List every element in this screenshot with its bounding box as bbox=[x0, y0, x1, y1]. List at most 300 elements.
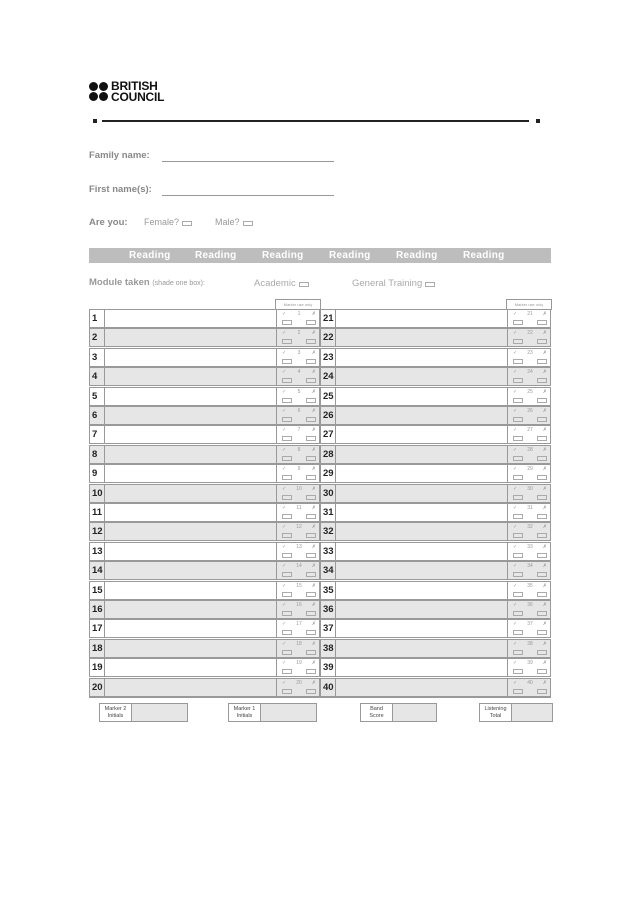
incorrect-box[interactable] bbox=[537, 495, 547, 500]
answer-field[interactable] bbox=[105, 679, 277, 696]
answer-field[interactable] bbox=[105, 601, 277, 618]
question-number: 31 bbox=[321, 504, 336, 521]
answer-field[interactable] bbox=[105, 310, 277, 327]
answer-field[interactable] bbox=[336, 543, 508, 560]
logo-line1: BRITISH bbox=[111, 79, 158, 93]
question-number: 32 bbox=[321, 523, 336, 540]
correct-box[interactable] bbox=[282, 339, 292, 344]
marker-cell bbox=[508, 426, 552, 443]
incorrect-box[interactable] bbox=[537, 359, 547, 364]
incorrect-box[interactable] bbox=[306, 553, 316, 558]
answer-row bbox=[89, 658, 320, 677]
incorrect-box[interactable] bbox=[306, 359, 316, 364]
answer-field[interactable] bbox=[105, 620, 277, 637]
incorrect-box[interactable] bbox=[306, 495, 316, 500]
correct-box[interactable] bbox=[282, 669, 292, 674]
incorrect-box[interactable] bbox=[537, 514, 547, 519]
correct-box[interactable] bbox=[282, 630, 292, 635]
answer-row bbox=[89, 387, 320, 406]
correct-box[interactable] bbox=[513, 514, 523, 519]
answer-field[interactable] bbox=[336, 601, 508, 618]
marker-question-number: 28 bbox=[527, 446, 533, 453]
general-training-option[interactable] bbox=[352, 278, 435, 289]
marker-question-number: 3 bbox=[297, 349, 301, 356]
marker1-initials-label bbox=[228, 703, 261, 722]
tick-symbol: ✓ bbox=[513, 640, 518, 647]
question-number: 13 bbox=[90, 543, 105, 560]
cross-symbol: ✗ bbox=[542, 446, 547, 453]
marker-cell bbox=[508, 407, 552, 424]
female-checkbox[interactable] bbox=[182, 221, 192, 226]
answer-field[interactable] bbox=[105, 388, 277, 405]
banner-word: Reading bbox=[396, 250, 438, 261]
answer-field[interactable] bbox=[336, 446, 508, 463]
marker-question-number: 17 bbox=[296, 621, 302, 628]
correct-box[interactable] bbox=[282, 592, 292, 597]
correct-box[interactable] bbox=[282, 533, 292, 538]
marker-question-number: 32 bbox=[527, 524, 533, 531]
answer-row bbox=[89, 600, 320, 619]
cross-symbol: ✗ bbox=[542, 349, 547, 356]
male-checkbox[interactable] bbox=[243, 221, 253, 226]
answer-field[interactable] bbox=[105, 446, 277, 463]
correct-box[interactable] bbox=[282, 495, 292, 500]
cross-symbol: ✗ bbox=[311, 660, 316, 667]
incorrect-box[interactable] bbox=[306, 689, 316, 694]
incorrect-box[interactable] bbox=[537, 572, 547, 577]
first-name-field[interactable] bbox=[162, 195, 334, 196]
correct-box[interactable] bbox=[282, 475, 292, 480]
correct-box[interactable] bbox=[513, 398, 523, 403]
correct-box[interactable] bbox=[513, 495, 523, 500]
correct-box[interactable] bbox=[513, 533, 523, 538]
cross-symbol: ✗ bbox=[311, 505, 316, 511]
question-number: 18 bbox=[90, 640, 105, 657]
question-number: 12 bbox=[90, 523, 105, 540]
correct-box[interactable] bbox=[282, 572, 292, 577]
answer-row bbox=[320, 328, 551, 347]
incorrect-box[interactable] bbox=[537, 456, 547, 461]
tick-symbol: ✓ bbox=[282, 524, 287, 531]
incorrect-box[interactable] bbox=[306, 398, 316, 403]
correct-box[interactable] bbox=[282, 611, 292, 616]
cross-symbol: ✗ bbox=[311, 640, 316, 647]
answer-row bbox=[89, 406, 320, 425]
tick-symbol: ✓ bbox=[282, 621, 287, 628]
correct-box[interactable] bbox=[513, 475, 523, 480]
answer-field[interactable] bbox=[336, 407, 508, 424]
marker-cell bbox=[508, 543, 552, 560]
answer-row bbox=[89, 678, 320, 697]
marker2-initials-box[interactable] bbox=[131, 703, 188, 722]
marker-question-number: 31 bbox=[527, 505, 533, 511]
answer-field[interactable] bbox=[336, 426, 508, 443]
correct-box[interactable] bbox=[282, 320, 292, 325]
correct-box[interactable] bbox=[513, 689, 523, 694]
header-rule bbox=[102, 120, 529, 122]
marker-question-number: 26 bbox=[527, 408, 533, 414]
marker1-line1: Marker 1 bbox=[233, 706, 256, 712]
incorrect-box[interactable] bbox=[537, 436, 547, 441]
tick-symbol: ✓ bbox=[282, 582, 287, 589]
answer-field[interactable] bbox=[105, 349, 277, 366]
answer-row bbox=[320, 387, 551, 406]
incorrect-box[interactable] bbox=[306, 436, 316, 441]
question-number: 29 bbox=[321, 465, 336, 482]
answer-field[interactable] bbox=[336, 582, 508, 599]
incorrect-box[interactable] bbox=[306, 417, 316, 422]
tick-symbol: ✓ bbox=[513, 679, 518, 686]
incorrect-box[interactable] bbox=[537, 592, 547, 597]
answer-field[interactable] bbox=[105, 523, 277, 540]
answer-row bbox=[89, 348, 320, 367]
incorrect-box[interactable] bbox=[537, 611, 547, 616]
incorrect-box[interactable] bbox=[537, 378, 547, 383]
answer-row bbox=[320, 464, 551, 483]
academic-label: Academic bbox=[254, 278, 296, 289]
answer-field[interactable] bbox=[105, 543, 277, 560]
answer-row bbox=[89, 542, 320, 561]
answer-row bbox=[320, 658, 551, 677]
tick-symbol: ✓ bbox=[282, 563, 287, 570]
answer-field[interactable] bbox=[105, 504, 277, 521]
answer-row bbox=[320, 503, 551, 522]
cross-symbol: ✗ bbox=[542, 524, 547, 531]
incorrect-box[interactable] bbox=[537, 339, 547, 344]
incorrect-box[interactable] bbox=[306, 339, 316, 344]
marker2-line1: Marker 2 bbox=[104, 706, 127, 712]
band-score-box[interactable] bbox=[392, 703, 437, 722]
cross-symbol: ✗ bbox=[542, 311, 547, 317]
cross-symbol: ✗ bbox=[311, 388, 316, 395]
question-number: 20 bbox=[90, 679, 105, 696]
band-line2: Score bbox=[369, 713, 384, 719]
academic-option[interactable] bbox=[254, 278, 309, 289]
marker-cell bbox=[277, 368, 321, 385]
correct-box[interactable] bbox=[282, 650, 292, 655]
marker1-initials-box[interactable] bbox=[260, 703, 317, 722]
correct-box[interactable] bbox=[513, 592, 523, 597]
correct-box[interactable] bbox=[513, 436, 523, 441]
cross-symbol: ✗ bbox=[311, 524, 316, 531]
tick-symbol: ✓ bbox=[282, 679, 287, 686]
question-number: 9 bbox=[90, 465, 105, 482]
answer-row bbox=[89, 464, 320, 483]
marker-cell bbox=[277, 485, 321, 502]
marker-question-number: 38 bbox=[527, 640, 533, 647]
incorrect-box[interactable] bbox=[537, 533, 547, 538]
incorrect-box[interactable] bbox=[306, 378, 316, 383]
academic-checkbox[interactable] bbox=[299, 282, 309, 287]
question-number: 28 bbox=[321, 446, 336, 463]
marker-cell bbox=[277, 446, 321, 463]
female-option[interactable] bbox=[144, 217, 192, 227]
marker-cell bbox=[508, 465, 552, 482]
listening-total-box[interactable] bbox=[511, 703, 553, 722]
marker-question-number: 27 bbox=[527, 427, 533, 434]
question-number: 8 bbox=[90, 446, 105, 463]
marker-question-number: 24 bbox=[527, 369, 533, 376]
incorrect-box[interactable] bbox=[537, 398, 547, 403]
correct-box[interactable] bbox=[513, 650, 523, 655]
answer-field[interactable] bbox=[336, 368, 508, 385]
answer-field[interactable] bbox=[105, 426, 277, 443]
correct-box[interactable] bbox=[513, 456, 523, 461]
correct-box[interactable] bbox=[282, 514, 292, 519]
marker-question-number: 5 bbox=[297, 388, 301, 395]
listening-line2: Total bbox=[489, 713, 502, 719]
question-number: 39 bbox=[321, 659, 336, 676]
marker2-initials-label bbox=[99, 703, 132, 722]
incorrect-box[interactable] bbox=[537, 475, 547, 480]
correct-box[interactable] bbox=[513, 630, 523, 635]
answer-row bbox=[320, 639, 551, 658]
marker-question-number: 10 bbox=[296, 485, 302, 492]
marker-question-number: 8 bbox=[297, 446, 301, 453]
marker-cell bbox=[277, 349, 321, 366]
question-number: 34 bbox=[321, 562, 336, 579]
answer-row bbox=[89, 581, 320, 600]
cross-symbol: ✗ bbox=[542, 602, 547, 608]
tick-symbol: ✓ bbox=[282, 388, 287, 395]
marker-question-number: 15 bbox=[296, 582, 302, 589]
correct-box[interactable] bbox=[282, 689, 292, 694]
question-number: 40 bbox=[321, 679, 336, 696]
question-number: 21 bbox=[321, 310, 336, 327]
incorrect-box[interactable] bbox=[306, 611, 316, 616]
answer-row bbox=[320, 561, 551, 580]
question-number: 7 bbox=[90, 426, 105, 443]
answer-field[interactable] bbox=[336, 562, 508, 579]
tick-symbol: ✓ bbox=[282, 311, 287, 317]
question-number: 27 bbox=[321, 426, 336, 443]
incorrect-box[interactable] bbox=[306, 456, 316, 461]
marker-question-number: 22 bbox=[527, 330, 533, 337]
answer-field[interactable] bbox=[336, 465, 508, 482]
correct-box[interactable] bbox=[513, 359, 523, 364]
tick-symbol: ✓ bbox=[513, 330, 518, 337]
general-training-label: General Training bbox=[352, 278, 423, 289]
incorrect-box[interactable] bbox=[306, 514, 316, 519]
incorrect-box[interactable] bbox=[306, 669, 316, 674]
answer-row bbox=[320, 600, 551, 619]
answer-row bbox=[320, 619, 551, 638]
cross-symbol: ✗ bbox=[542, 582, 547, 589]
correct-box[interactable] bbox=[282, 553, 292, 558]
marker-cell bbox=[277, 407, 321, 424]
banner-word: Reading bbox=[262, 250, 304, 261]
answer-field[interactable] bbox=[336, 485, 508, 502]
marker-question-number: 36 bbox=[527, 602, 533, 608]
incorrect-box[interactable] bbox=[306, 630, 316, 635]
correct-box[interactable] bbox=[282, 456, 292, 461]
answer-field[interactable] bbox=[105, 407, 277, 424]
logo-line2: COUNCIL bbox=[111, 90, 165, 104]
marker-question-number: 13 bbox=[296, 543, 302, 550]
general-training-checkbox[interactable] bbox=[425, 282, 435, 287]
marker2-line2: Initials bbox=[107, 713, 124, 719]
marker-cell bbox=[508, 485, 552, 502]
correct-box[interactable] bbox=[513, 417, 523, 422]
answer-field[interactable] bbox=[336, 504, 508, 521]
marker-question-number: 16 bbox=[296, 602, 302, 608]
marker-cell bbox=[508, 388, 552, 405]
cross-symbol: ✗ bbox=[542, 388, 547, 395]
marker-cell bbox=[277, 504, 321, 521]
tick-symbol: ✓ bbox=[513, 349, 518, 356]
incorrect-box[interactable] bbox=[537, 689, 547, 694]
correct-box[interactable] bbox=[513, 572, 523, 577]
tick-symbol: ✓ bbox=[513, 602, 518, 608]
family-name-field[interactable] bbox=[162, 161, 334, 162]
question-number: 24 bbox=[321, 368, 336, 385]
answer-field[interactable] bbox=[336, 659, 508, 676]
marker-cell bbox=[277, 329, 321, 346]
incorrect-box[interactable] bbox=[306, 533, 316, 538]
answer-field[interactable] bbox=[336, 679, 508, 696]
answer-field[interactable] bbox=[336, 329, 508, 346]
question-number: 1 bbox=[90, 310, 105, 327]
cross-symbol: ✗ bbox=[311, 349, 316, 356]
marker-cell bbox=[277, 310, 321, 327]
answer-field[interactable] bbox=[105, 582, 277, 599]
banner-word: Reading bbox=[329, 250, 371, 261]
correct-box[interactable] bbox=[282, 398, 292, 403]
incorrect-box[interactable] bbox=[537, 630, 547, 635]
answer-field[interactable] bbox=[336, 388, 508, 405]
incorrect-box[interactable] bbox=[306, 320, 316, 325]
question-number: 15 bbox=[90, 582, 105, 599]
marker-question-number: 23 bbox=[527, 349, 533, 356]
question-number: 2 bbox=[90, 329, 105, 346]
marker-question-number: 11 bbox=[296, 505, 302, 511]
answer-row bbox=[89, 639, 320, 658]
incorrect-box[interactable] bbox=[306, 572, 316, 577]
incorrect-box[interactable] bbox=[537, 417, 547, 422]
tick-symbol: ✓ bbox=[513, 408, 518, 414]
answer-field[interactable] bbox=[105, 329, 277, 346]
correct-box[interactable] bbox=[513, 669, 523, 674]
correct-box[interactable] bbox=[282, 417, 292, 422]
answer-field[interactable] bbox=[105, 562, 277, 579]
answer-row bbox=[89, 503, 320, 522]
answer-field[interactable] bbox=[336, 640, 508, 657]
marker-question-number: 39 bbox=[527, 660, 533, 667]
question-number: 22 bbox=[321, 329, 336, 346]
cross-symbol: ✗ bbox=[542, 466, 547, 473]
marker-cell bbox=[508, 582, 552, 599]
rule-marker-right bbox=[536, 119, 540, 123]
incorrect-box[interactable] bbox=[537, 553, 547, 558]
tick-symbol: ✓ bbox=[513, 505, 518, 511]
marker-cell bbox=[277, 543, 321, 560]
incorrect-box[interactable] bbox=[306, 475, 316, 480]
answer-field[interactable] bbox=[105, 659, 277, 676]
reading-banner bbox=[89, 248, 551, 263]
question-number: 14 bbox=[90, 562, 105, 579]
answer-field[interactable] bbox=[105, 640, 277, 657]
cross-symbol: ✗ bbox=[311, 621, 316, 628]
cross-symbol: ✗ bbox=[311, 408, 316, 414]
correct-box[interactable] bbox=[513, 320, 523, 325]
marker-question-number: 18 bbox=[296, 640, 302, 647]
incorrect-box[interactable] bbox=[306, 592, 316, 597]
answer-field[interactable] bbox=[336, 349, 508, 366]
tick-symbol: ✓ bbox=[513, 427, 518, 434]
tick-symbol: ✓ bbox=[513, 621, 518, 628]
correct-box[interactable] bbox=[282, 436, 292, 441]
answer-field[interactable] bbox=[105, 465, 277, 482]
marker-question-number: 30 bbox=[527, 485, 533, 492]
answer-row bbox=[320, 406, 551, 425]
marker-cell bbox=[508, 329, 552, 346]
answer-row bbox=[89, 522, 320, 541]
answer-field[interactable] bbox=[336, 310, 508, 327]
answer-field[interactable] bbox=[105, 368, 277, 385]
marker-cell bbox=[277, 620, 321, 637]
question-number: 36 bbox=[321, 601, 336, 618]
answer-field[interactable] bbox=[336, 620, 508, 637]
cross-symbol: ✗ bbox=[311, 446, 316, 453]
answer-row bbox=[320, 581, 551, 600]
correct-box[interactable] bbox=[282, 359, 292, 364]
tick-symbol: ✓ bbox=[513, 485, 518, 492]
correct-box[interactable] bbox=[513, 611, 523, 616]
cross-symbol: ✗ bbox=[311, 369, 316, 376]
incorrect-box[interactable] bbox=[537, 320, 547, 325]
tick-symbol: ✓ bbox=[282, 602, 287, 608]
tick-symbol: ✓ bbox=[282, 660, 287, 667]
incorrect-box[interactable] bbox=[537, 669, 547, 674]
marker-cell bbox=[277, 679, 321, 696]
male-option[interactable] bbox=[215, 217, 253, 227]
incorrect-box[interactable] bbox=[537, 650, 547, 655]
marker-cell bbox=[277, 659, 321, 676]
band-score-label bbox=[360, 703, 393, 722]
cross-symbol: ✗ bbox=[542, 330, 547, 337]
answer-field[interactable] bbox=[336, 523, 508, 540]
marker-use-only-right: Marker use only bbox=[506, 299, 552, 310]
question-number: 37 bbox=[321, 620, 336, 637]
answer-row bbox=[89, 328, 320, 347]
marker-question-number: 1 bbox=[297, 311, 301, 317]
tick-symbol: ✓ bbox=[513, 563, 518, 570]
marker-cell bbox=[508, 368, 552, 385]
cross-symbol: ✗ bbox=[311, 330, 316, 337]
answer-row bbox=[320, 522, 551, 541]
answer-row bbox=[89, 445, 320, 464]
cross-symbol: ✗ bbox=[542, 621, 547, 628]
tick-symbol: ✓ bbox=[282, 427, 287, 434]
correct-box[interactable] bbox=[513, 339, 523, 344]
question-number: 30 bbox=[321, 485, 336, 502]
correct-box[interactable] bbox=[513, 553, 523, 558]
correct-box[interactable] bbox=[513, 378, 523, 383]
question-number: 25 bbox=[321, 388, 336, 405]
tick-symbol: ✓ bbox=[282, 543, 287, 550]
answer-field[interactable] bbox=[105, 485, 277, 502]
cross-symbol: ✗ bbox=[311, 466, 316, 473]
marker-cell bbox=[508, 310, 552, 327]
tick-symbol: ✓ bbox=[282, 505, 287, 511]
cross-symbol: ✗ bbox=[311, 582, 316, 589]
cross-symbol: ✗ bbox=[311, 485, 316, 492]
banner-word: Reading bbox=[129, 250, 171, 261]
question-number: 11 bbox=[90, 504, 105, 521]
incorrect-box[interactable] bbox=[306, 650, 316, 655]
correct-box[interactable] bbox=[282, 378, 292, 383]
answer-row bbox=[320, 348, 551, 367]
